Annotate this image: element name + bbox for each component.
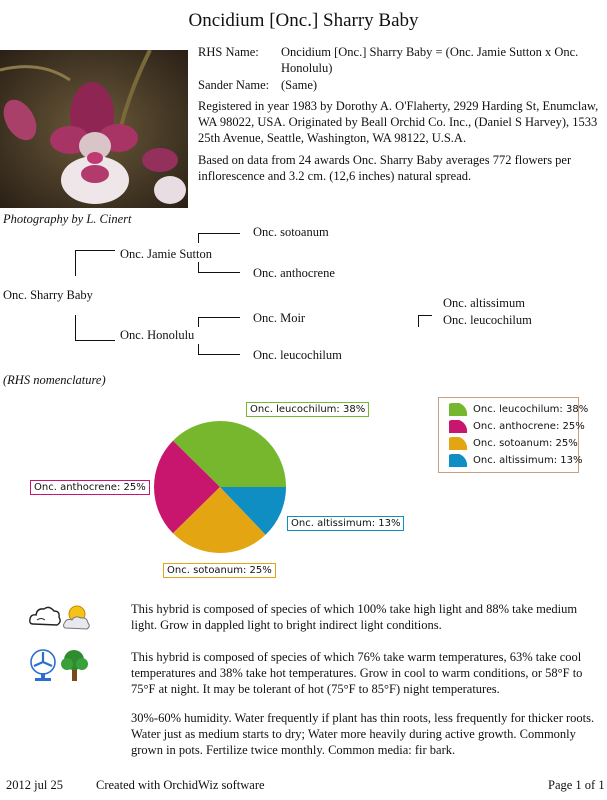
tree-connector xyxy=(198,233,199,243)
tree-great-grandparent-2: Onc. leucochilum xyxy=(443,313,532,327)
photo-credit: Photography by L. Cinert xyxy=(3,212,132,226)
tree-grandparent-1: Onc. sotoanum xyxy=(253,225,329,239)
species-pie-chart xyxy=(140,420,310,560)
pie-label-sotoanum: Onc. sotoanum: 25% xyxy=(163,563,276,578)
registration-text: Registered in year 1983 by Dorothy A. O'Flaherty, 2929 Harding St, Enumclaw, WA 98022, USA. Originated by Beall Orchid Co. Inc., (Daniel S Harvey), 1533 25th Avenue, Seattle, Washington, WA 98122, U.S.A. xyxy=(198,99,599,145)
sun-cloud-icon xyxy=(64,606,90,629)
cloud-icon xyxy=(30,607,60,625)
pie-label-anthocrene: Onc. anthocrene: 25% xyxy=(30,480,150,495)
legend-swatch-altissimum xyxy=(447,454,469,468)
tree-connector xyxy=(75,250,76,276)
legend-swatch-sotoanum xyxy=(447,437,469,451)
footer-page: Page 1 of 1 xyxy=(548,778,605,792)
tree-connector xyxy=(198,233,240,234)
orchid-photo xyxy=(0,50,188,208)
tree-connector xyxy=(418,315,432,316)
legend-label: Onc. leucochilum: 38% xyxy=(473,404,589,415)
tree-connector xyxy=(198,272,240,273)
tree-connector xyxy=(198,317,199,327)
tree-connector xyxy=(75,340,115,341)
legend-label: Onc. anthocrene: 25% xyxy=(473,421,585,432)
tree-connector xyxy=(198,262,199,272)
tree-parent-1: Onc. Jamie Sutton xyxy=(120,247,213,261)
tree-root: Onc. Sharry Baby xyxy=(3,288,93,302)
rhs-name-label: RHS Name: xyxy=(198,45,259,59)
tree-parent-2: Onc. Honolulu xyxy=(120,328,195,342)
tree-connector xyxy=(418,315,419,327)
tree-connector xyxy=(75,315,76,341)
footer-created: Created with OrchidWiz software xyxy=(96,778,265,792)
pie-label-leucochilum: Onc. leucochilum: 38% xyxy=(246,402,369,417)
rhs-name-value: Oncidium [Onc.] Sharry Baby = (Onc. Jamie Sutton x Onc. Honolulu) xyxy=(281,45,579,75)
tree-grandparent-4: Onc. leucochilum xyxy=(253,348,342,362)
chart-legend xyxy=(438,397,589,473)
temperature-icon xyxy=(29,648,93,682)
tree-connector xyxy=(198,354,240,355)
legend-swatch-leucochilum xyxy=(447,403,469,417)
sander-name-value: (Same) xyxy=(281,78,318,92)
tree-connector xyxy=(198,344,199,354)
tree-grandparent-2: Onc. anthocrene xyxy=(253,266,335,280)
footer-date: 2012 jul 25 xyxy=(6,778,63,792)
light-conditions-icon xyxy=(29,602,93,632)
tree-great-grandparent-1: Onc. altissimum xyxy=(443,296,525,310)
legend-label: Onc. sotoanum: 25% xyxy=(473,438,578,449)
light-text: This hybrid is composed of species of which 100% take high light and 88% take medium light. Grow in dappled light to bright indirect light conditions. xyxy=(131,602,578,632)
legend-swatch-anthocrene xyxy=(447,420,469,434)
legend-label: Onc. altissimum: 13% xyxy=(473,455,583,466)
tree-connector xyxy=(75,250,115,251)
water-text: 30%-60% humidity. Water frequently if plant has thin roots, less frequently for thicker roots. Water just as medium starts to dry; Water more heavily during active growth. Commonly grown in pots. Fertilize twice monthly. Common media: fir bark. xyxy=(131,711,595,757)
sander-name-label: Sander Name: xyxy=(198,78,270,92)
awards-text: Based on data from 24 awards Onc. Sharry Baby averages 772 flowers per inflorescence and 3.2 cm. (12,6 inches) natural spread. xyxy=(198,153,572,183)
pie-label-altissimum: Onc. altissimum: 13% xyxy=(287,516,404,531)
page-title: Oncidium [Onc.] Sharry Baby xyxy=(188,10,419,31)
nomenclature-note: (RHS nomenclature) xyxy=(3,373,106,387)
tree-grandparent-3: Onc. Moir xyxy=(253,311,306,325)
fan-icon xyxy=(31,650,55,681)
tree-connector xyxy=(198,317,240,318)
sander-name-row xyxy=(198,77,603,95)
temperature-text: This hybrid is composed of species of which 76% take warm temperatures, 63% take cool temperatures and 38% take hot temperatures. Grow in cool to warm conditions, or 58°F to 75°F at night. It may be tolerant of hot (75°F to 85°F) night temperatures. xyxy=(131,650,583,696)
tree-icon xyxy=(61,650,88,681)
